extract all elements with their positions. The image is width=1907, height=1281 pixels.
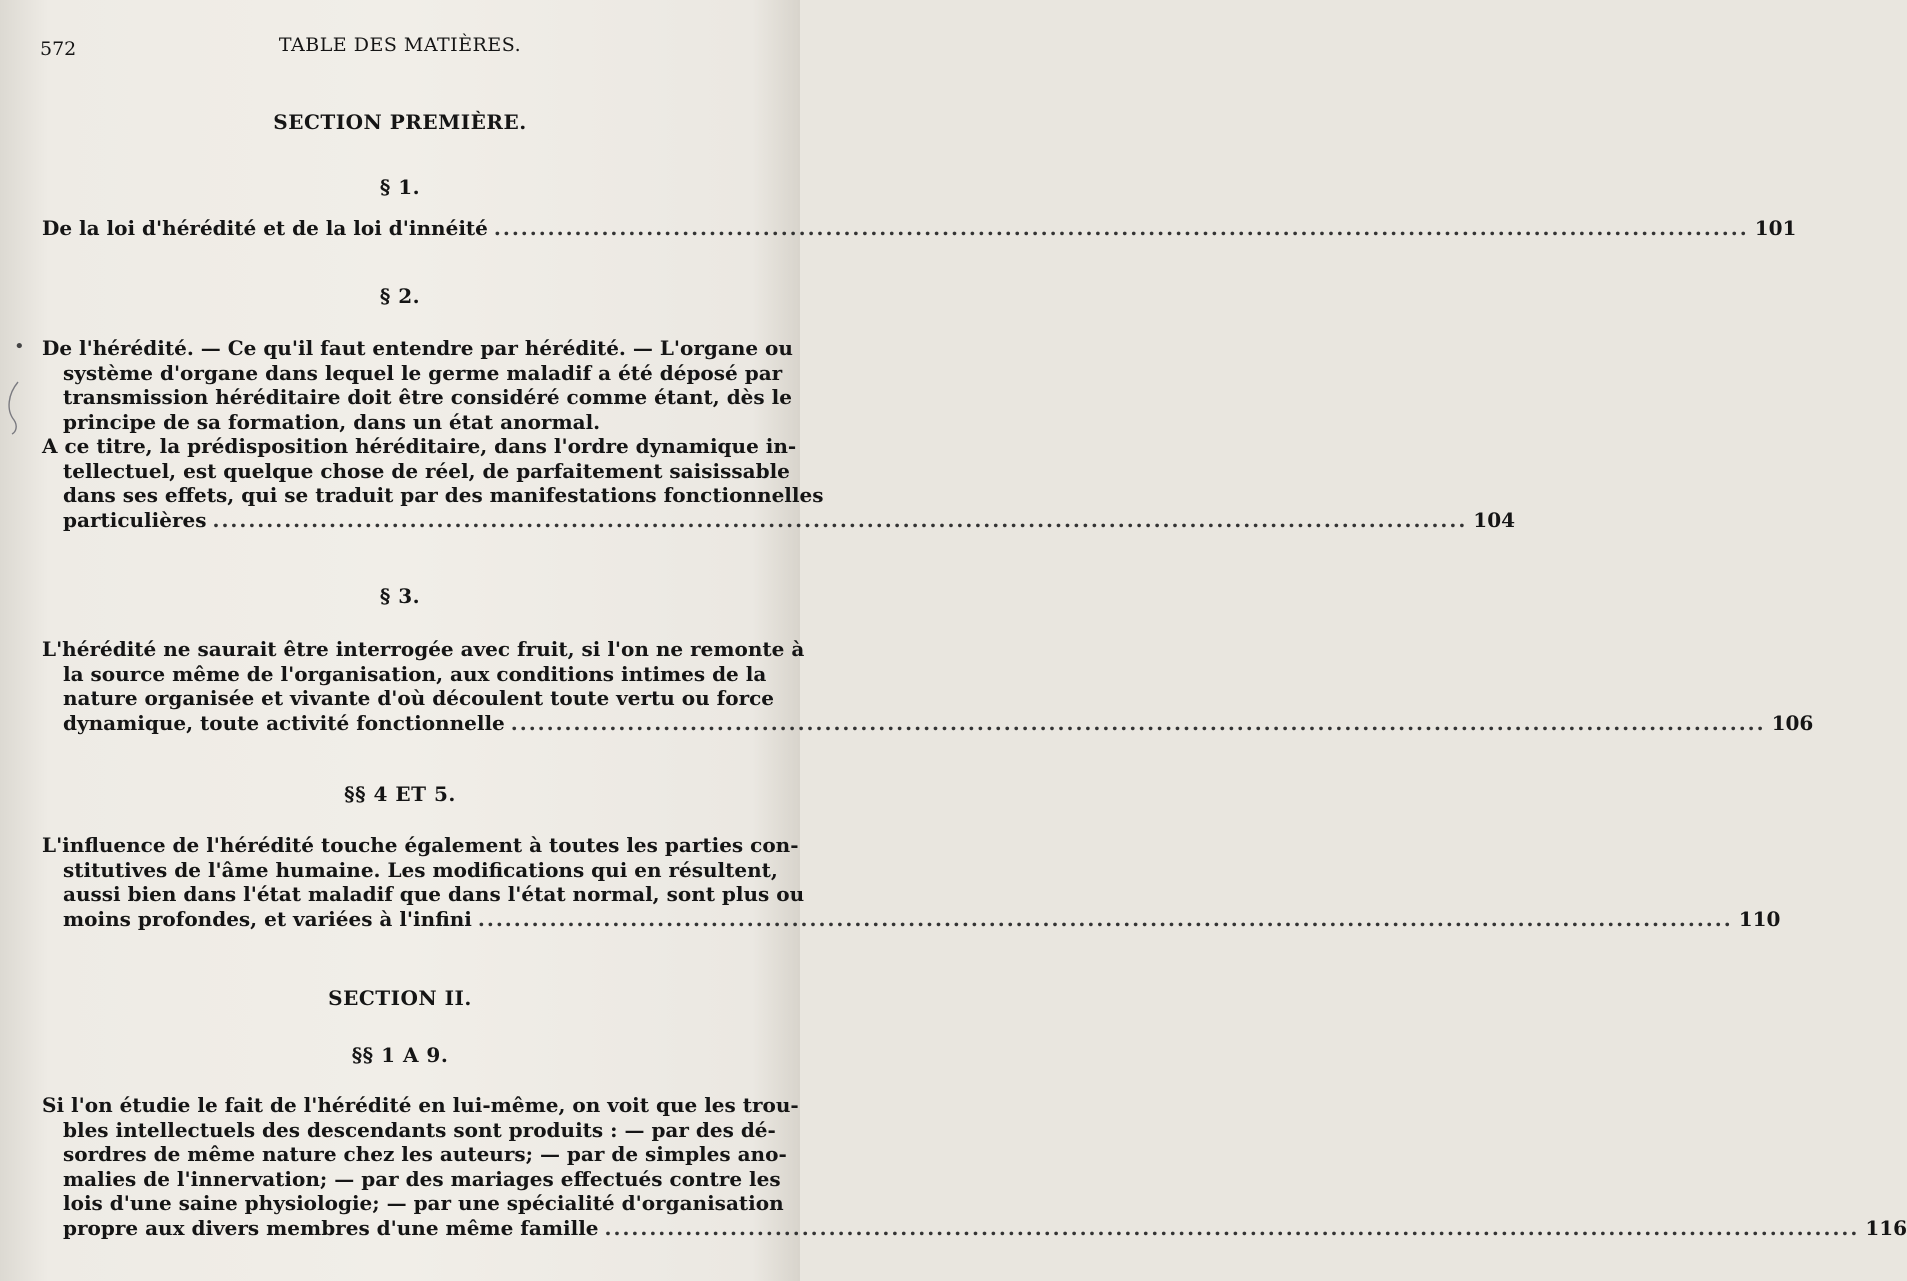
toc-entry-line: L'hérédité ne saurait être interrogée avec fruit, si l'on ne remonte à [42,637,805,661]
toc-entry-line: stitutives de l'âme humaine. Les modifications qui en résultent, [63,857,778,882]
paragraph-label: § 1. [379,175,421,199]
leader-dots: ............................................................................................................................................ [477,906,1733,931]
toc-entry-line: transmission héréditaire doit être considéré comme étant, dès le [63,385,792,409]
toc-entry-line: sordres de même nature chez les auteurs; — par de simples ano- [63,1142,787,1166]
section-title: SECTION II. [328,986,472,1010]
paragraph-label: § 2. [379,284,421,308]
toc-entry-line [42,710,1814,736]
toc-entry-text: De la loi d'hérédité et de la loi d'innéité [42,216,488,240]
toc-entry-text: moins profondes, et variées à l'infini [63,906,472,931]
toc-entry-line: lois d'une saine physiologie; — par une spécialité d'organisation [63,1191,784,1215]
paragraph-label: § 3. [379,584,421,608]
toc-entry-text: dynamique, toute activité fonctionnelle [63,710,505,735]
toc-entry-line: bles intellectuels des descendants sont produits : — par des dé- [63,1117,776,1142]
toc-entry-line: nature organisée et vivante d'où découlent toute vertu ou force [63,686,775,710]
toc-page-number: 116 [1865,1215,1907,1240]
toc-entry-line: Si l'on étudie le fait de l'hérédité en lui-même, on voit que les trou- [42,1093,799,1117]
page-number: 572 [40,38,77,60]
running-title: TABLE DES MATIÈRES. [278,34,522,56]
toc-entry [42,1093,1907,1240]
toc-entry-line: L'influence de l'hérédité touche également à toutes les parties con- [42,833,799,857]
toc-entry-line: la source même de l'organisation, aux conditions intimes de la [63,661,767,686]
toc-entry [42,637,1814,735]
pencil-annotation [4,380,32,436]
leader-dots: ............................................................................................................................................ [493,216,1749,240]
toc-entry [42,336,1516,532]
toc-entry-text: particulières [63,507,207,532]
leader-dots: ............................................................................................................................................ [212,507,1468,532]
toc-entry [42,833,1781,931]
toc-page-number: 106 [1771,710,1814,735]
toc-page-number: 104 [1473,507,1516,532]
margin-mark: • [14,336,25,357]
leader-dots: ............................................................................................................................................ [604,1215,1860,1240]
leader-dots: ............................................................................................................................................ [510,710,1766,735]
toc-entry-line: aussi bien dans l'état maladif que dans l'état normal, sont plus ou [63,882,805,906]
toc-entry-line [42,906,1781,932]
toc-entry-line: principe de sa formation, dans un état anormal. [63,409,601,434]
toc-page-number: 110 [1738,906,1781,931]
toc-entry-line: tellectuel, est quelque chose de réel, de parfaitement saisissable [63,458,790,483]
toc-entry-text: propre aux divers membres d'une même famille [63,1215,599,1240]
toc-entry-line: dans ses effets, qui se traduit par des manifestations fonctionnelles [63,483,824,507]
toc-entry-line [42,507,1516,533]
toc-entry-line [42,1215,1907,1241]
toc-entry-line: malies de l'innervation; — par des mariages effectués contre les [63,1166,781,1191]
running-head [40,34,760,58]
toc-entry-line: A ce titre, la prédisposition héréditaire, dans l'ordre dynamique in- [42,434,797,458]
toc-page-number: 101 [1754,216,1797,240]
paragraph-label: §§ 4 ET 5. [344,782,456,806]
section-title: SECTION PREMIÈRE. [273,110,527,134]
toc-entry [42,216,1797,241]
paragraph-label: §§ 1 A 9. [351,1043,449,1067]
toc-entry-line: système d'organe dans lequel le germe maladif a été déposé par [63,360,783,385]
toc-entry-line [42,216,1797,241]
toc-entry-line: De l'hérédité. — Ce qu'il faut entendre par hérédité. — L'organe ou [42,336,793,360]
